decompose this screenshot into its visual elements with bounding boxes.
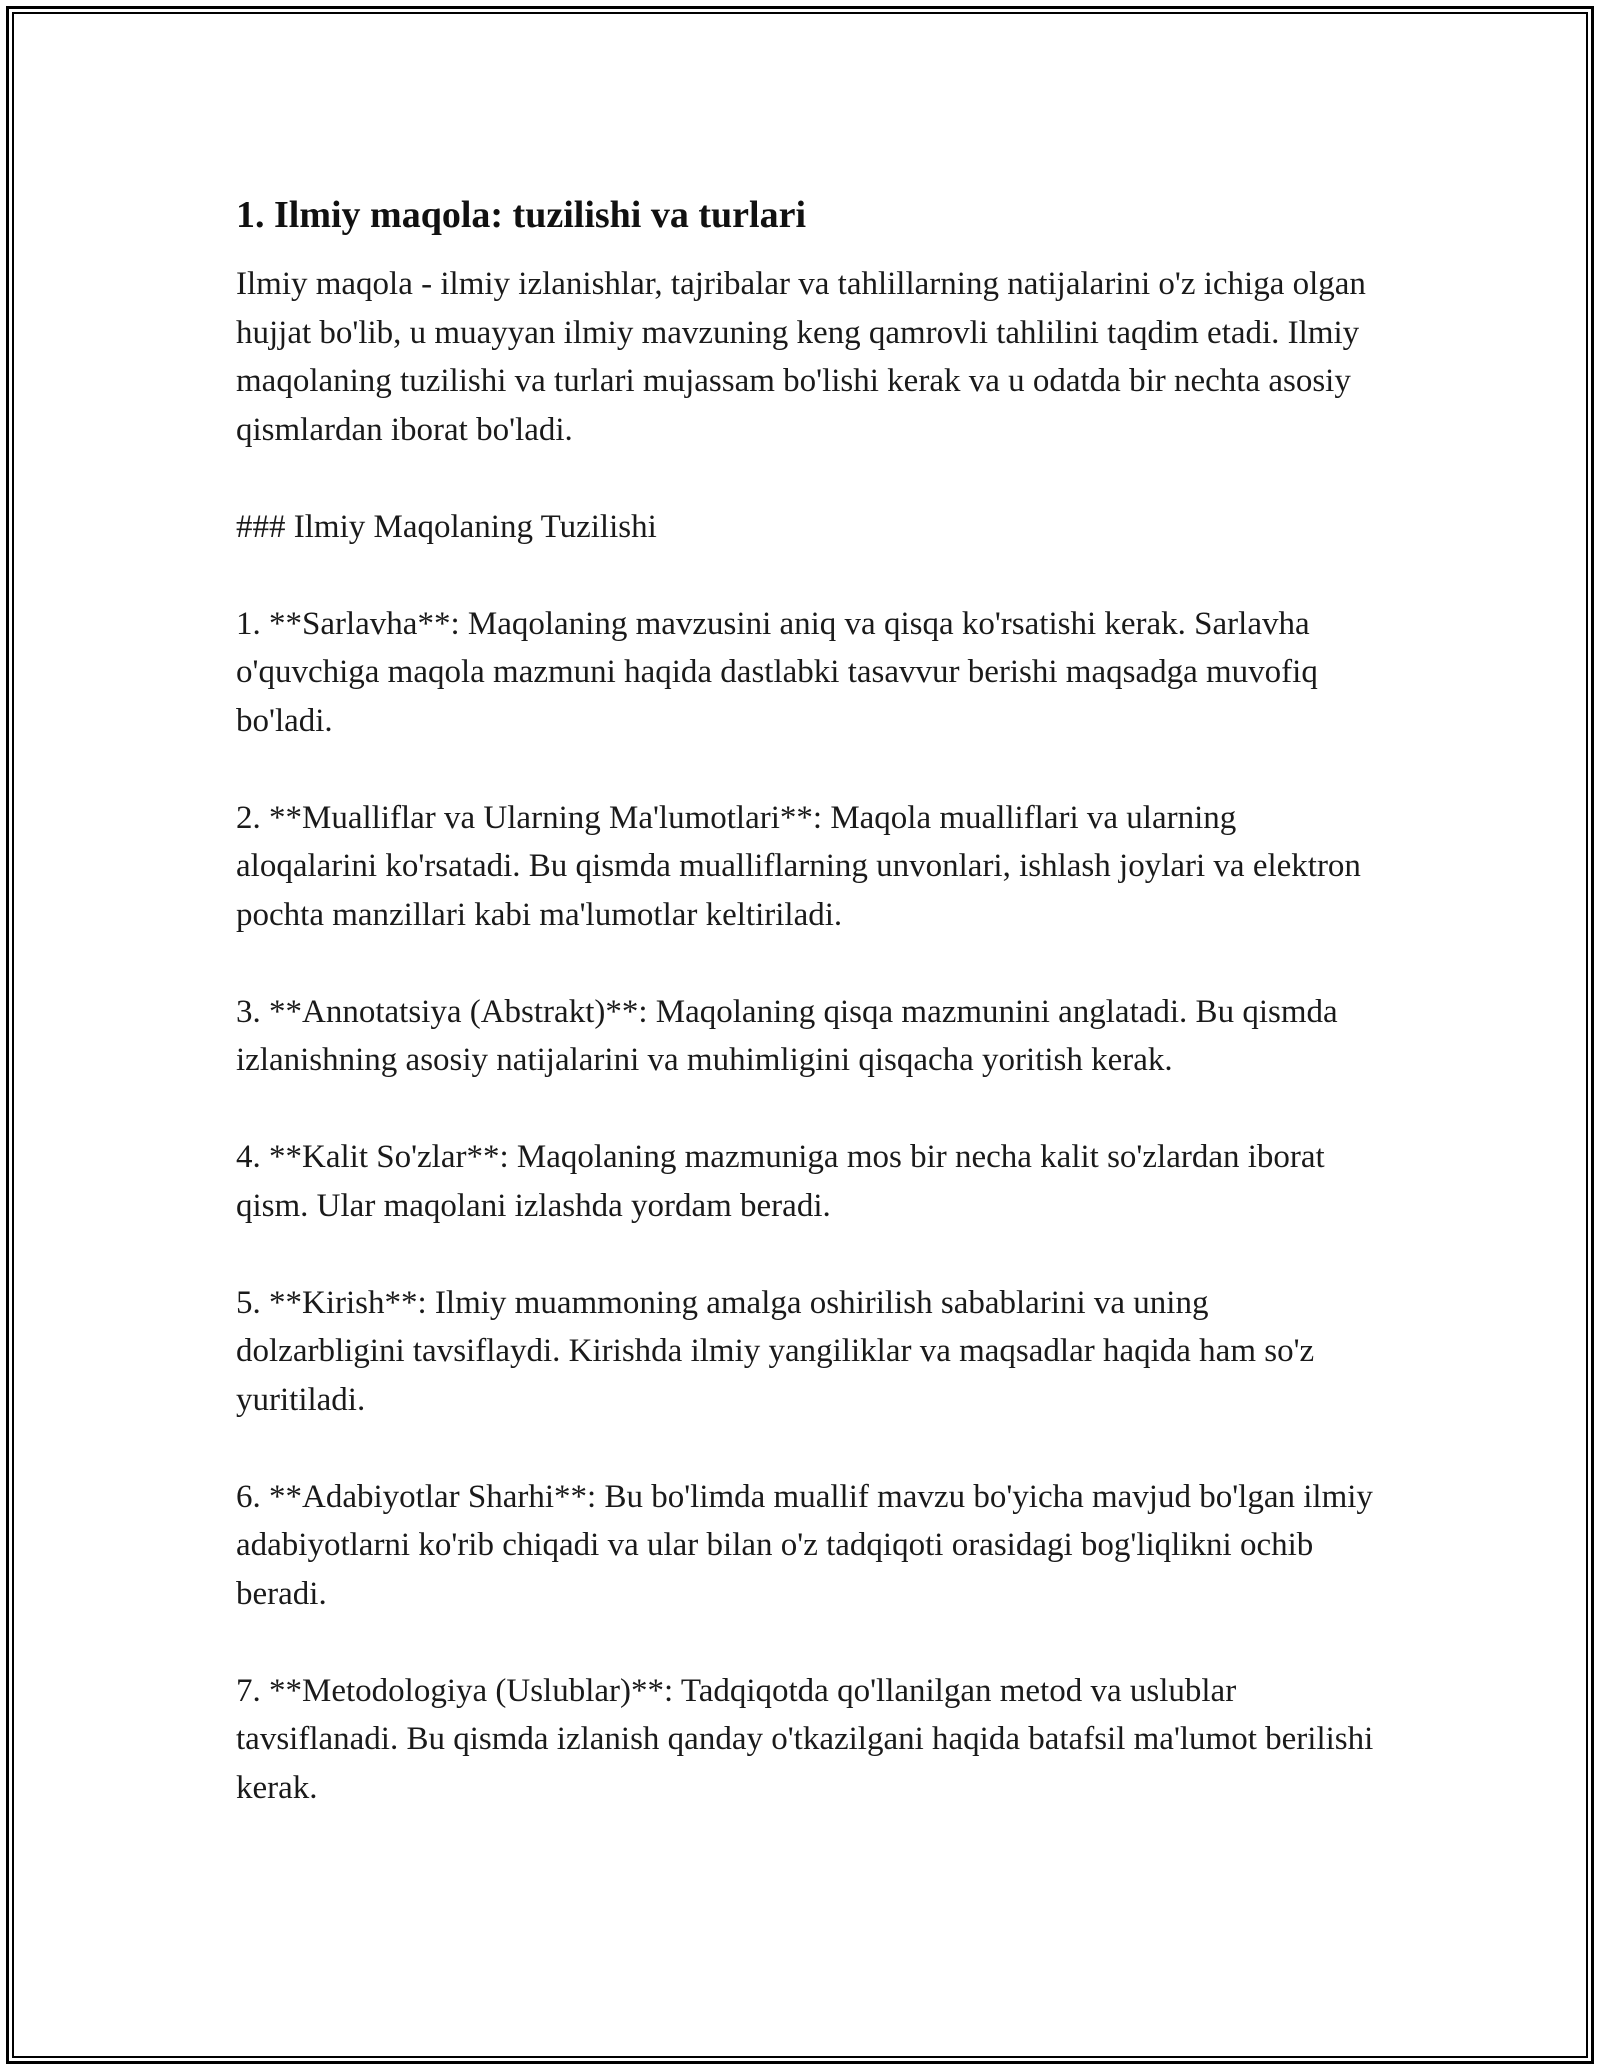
list-item-metodologiya: 7. **Metodologiya (Uslublar)**: Tadqiqotda qo'llanilgan metod va uslublar tavsiflanadi. Bu qismda izlanish qanday o'tkazilgani haqida batafsil ma'lumot berilishi kerak. — [236, 1672, 1374, 1806]
document-body — [236, 188, 1376, 1812]
document-title: 1. Ilmiy maqola: tuzilishi va turlari — [236, 194, 806, 236]
intro-paragraph: Ilmiy maqola - ilmiy izlanishlar, tajribalar va tahlillarning natijalarini o'z ichiga olgan hujjat bo'lib, u muayyan ilmiy mavzuning keng qamrovli tahlilini taqdim etadi. Ilmiy maqolaning tuzilishi va turlari mujassam bo'lishi kerak va u odatda bir nechta asosiy qismlardan iborat bo'ladi. — [236, 266, 1366, 448]
list-item-mualliflar: 2. **Mualliflar va Ularning Ma'lumotlari**: Maqola mualliflari va ularning aloqalarini ko'rsatadi. Bu qismda mualliflarning unvonlari, ishlash joylari va elektron pochta manzillari kabi ma'lumotlar keltiriladi. — [236, 799, 1361, 933]
list-item-adabiyotlar-sharhi: 6. **Adabiyotlar Sharhi**: Bu bo'limda muallif mavzu bo'yicha mavjud bo'lgan ilmiy adabiyotlarni ko'rib chiqadi va ular bilan o'z tadqiqoti orasidagi bog'liqlikni ochib beradi. — [236, 1478, 1373, 1612]
list-item-annotatsiya: 3. **Annotatsiya (Abstrakt)**: Maqolaning qisqa mazmunini anglatadi. Bu qismda izlanishning asosiy natijalarini va muhimligini qisqacha yoritish kerak. — [236, 993, 1338, 1078]
list-item-sarlavha: 1. **Sarlavha**: Maqolaning mavzusini aniq va qisqa ko'rsatishi kerak. Sarlavha o'quvchiga maqola mazmuni haqida dastlabki tasavvur berishi maqsadga muvofiq bo'ladi. — [236, 605, 1318, 739]
section-subheading: ### Ilmiy Maqolaning Tuzilishi — [236, 508, 657, 545]
list-item-kalit-sozlar: 4. **Kalit So'zlar**: Maqolaning mazmuniga mos bir necha kalit so'zlardan iborat qism. Ular maqolani izlashda yordam beradi. — [236, 1139, 1325, 1224]
list-item-kirish: 5. **Kirish**: Ilmiy muammoning amalga oshirilish sabablarini va uning dolzarbligini tavsiflaydi. Kirishda ilmiy yangiliklar va maqsadlar haqida ham so'z yuritiladi. — [236, 1284, 1315, 1418]
